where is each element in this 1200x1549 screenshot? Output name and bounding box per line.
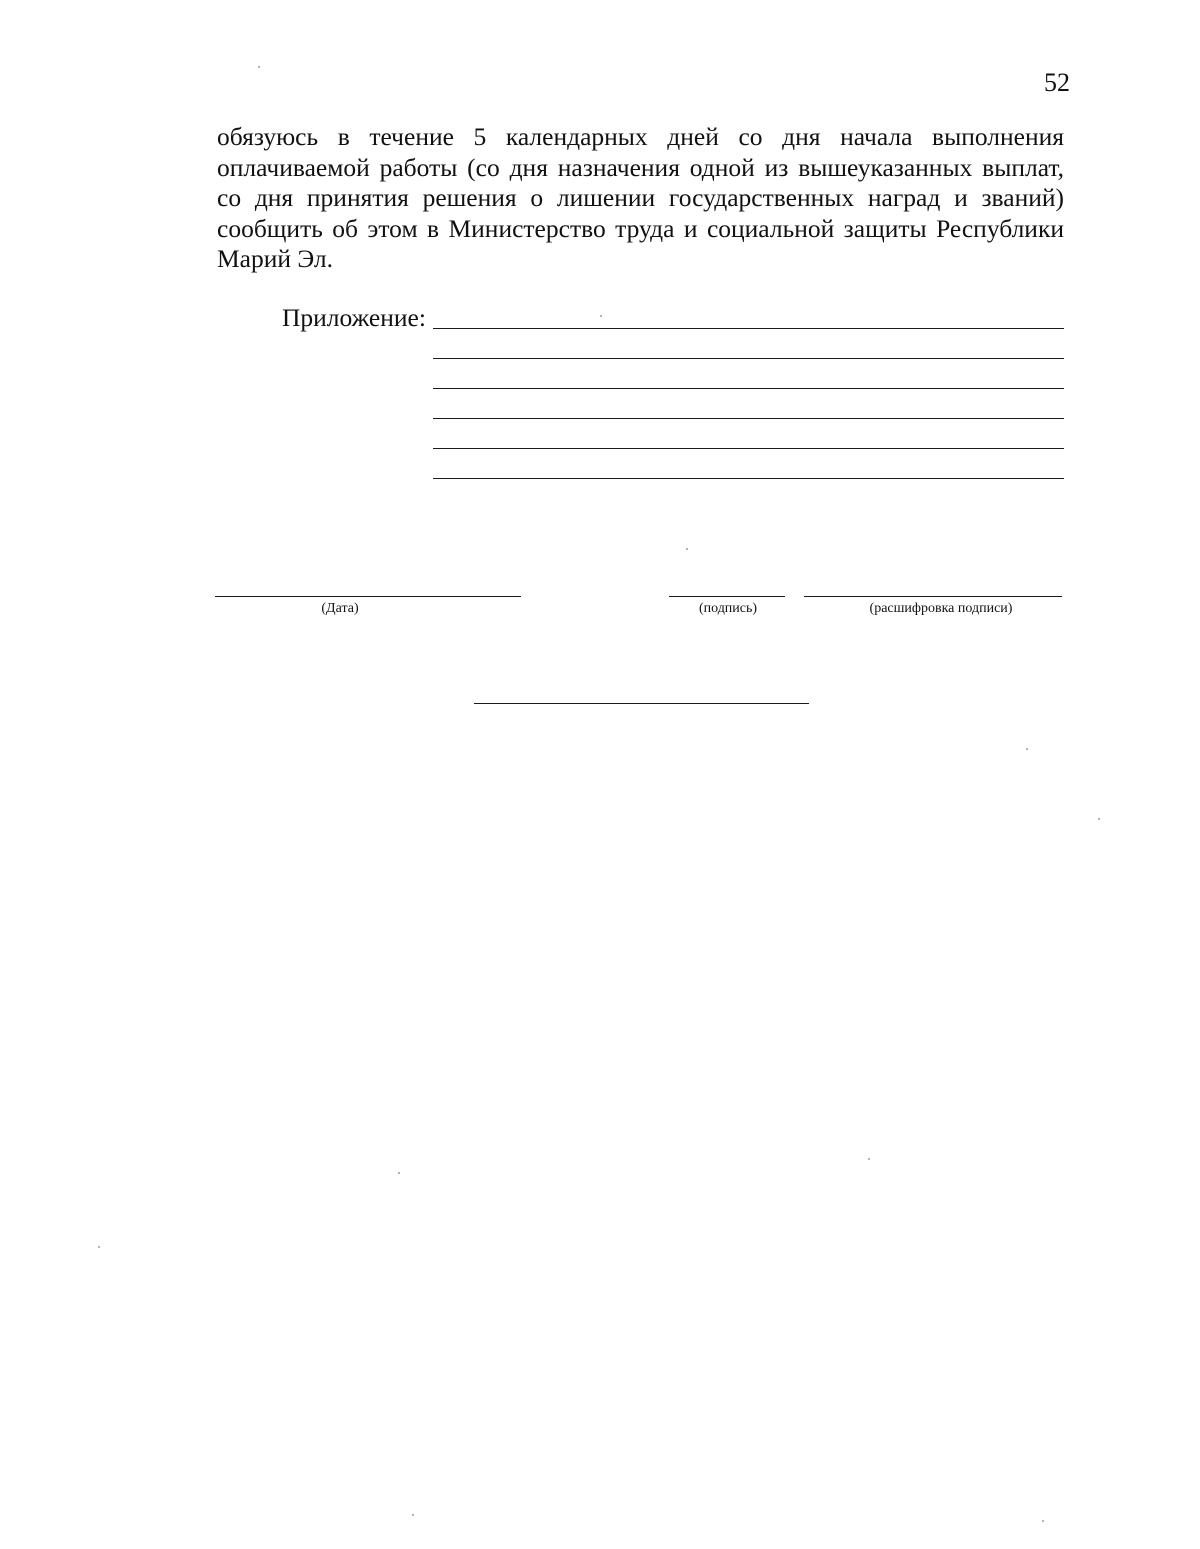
signature-caption: (подпись) [698,601,758,616]
bottom-blank-line [474,703,809,704]
date-blank-line [215,596,521,597]
scan-speck [398,1172,400,1174]
appendix-blank-line [433,328,1064,329]
appendix-blank-line [433,388,1064,389]
scan-speck [600,315,602,317]
scan-speck [258,66,260,68]
signature-decoding-blank-line [804,596,1062,597]
body-paragraph: обязуюсь в течение 5 календарных дней со дня начала выполнения оплачиваемой работы (со дня назначения одной из вышеуказанных выплат, со дня принятия решения о лишении государственных наград и званий) сообщить об этом в Министерство труда и социальной защиты Республики Марий Эл. [217,122,1064,273]
page-number: 52 [1044,68,1070,97]
appendix-blank-line [433,358,1064,359]
scan-speck [412,1514,414,1516]
signature-decoding-caption: (расшифровка подписи) [869,601,1013,616]
scan-speck [1098,818,1100,820]
scan-speck [1026,748,1028,750]
date-caption: (Дата) [321,601,359,616]
scan-speck [868,1158,870,1160]
scan-speck [98,1246,100,1248]
appendix-blank-line [433,478,1064,479]
appendix-blank-line [433,418,1064,419]
signature-blank-line [669,596,785,597]
appendix-label: Приложение: [282,303,426,332]
appendix-blank-line [433,448,1064,449]
scan-speck [686,548,688,550]
scan-speck [1042,1520,1044,1522]
